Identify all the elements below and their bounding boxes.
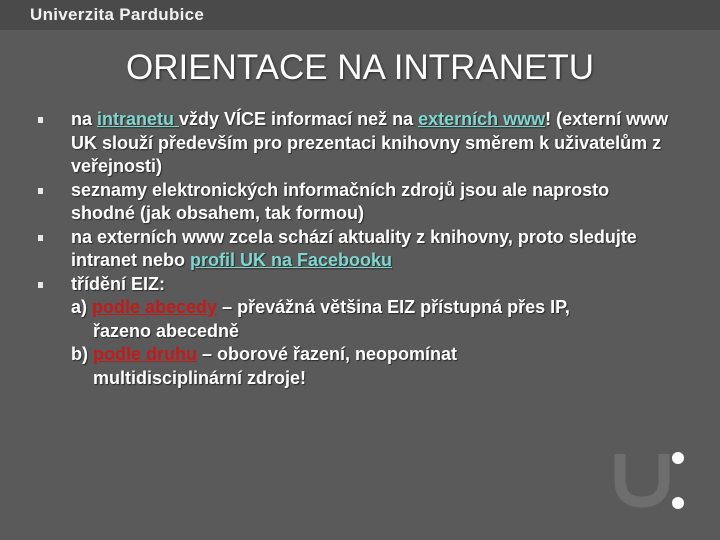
intranet-link[interactable]: intranetu — [97, 109, 180, 129]
sorting-option-b — [71, 343, 678, 367]
option-prefix: b) — [71, 344, 93, 364]
bullet-text: ! (externí www UK slouží především pro prezentaci knihovny směrem k uživatelům z veřejnosti) — [71, 109, 669, 176]
bullet-text: na externích www zcela schází aktuality z knihovny, proto sledujte intranet nebo — [71, 226, 637, 270]
by-type-label: podle druhu — [93, 344, 197, 364]
bullet-marker-icon — [38, 117, 43, 123]
bullet-text: vždy VÍCE informací než na — [179, 109, 419, 129]
bullet-item-intranet — [38, 108, 678, 179]
sorting-option-a — [71, 296, 678, 320]
sorting-heading: třídění EIZ: — [71, 273, 165, 294]
sorting-option-a-continued: řazeno abecedně — [93, 320, 240, 341]
bullet-marker-icon — [38, 282, 43, 288]
facebook-profile-link[interactable]: profil UK na Facebooku — [190, 250, 393, 270]
sorting-option-b-continued: multidisciplinární zdroje! — [93, 367, 307, 388]
university-u-logo-icon — [612, 450, 684, 510]
university-brand: Univerzita Pardubice — [30, 5, 205, 24]
bullet-text: na — [71, 109, 98, 129]
slide-title: ORIENTACE NA INTRANETU — [125, 48, 594, 87]
bullet-item-sorting — [38, 273, 678, 391]
option-prefix: a) — [71, 297, 93, 317]
bullet-marker-icon — [38, 188, 43, 194]
external-www-link[interactable]: externích www — [418, 109, 546, 129]
bullet-text: seznamy elektronických informačních zdrojů jsou ale naprosto shodné (jak obsahem, tak formou) — [71, 179, 610, 223]
header-bar — [0, 0, 720, 30]
bullet-item-resources — [38, 179, 678, 226]
by-alphabet-label: podle abecedy — [92, 297, 218, 317]
option-text: – oborové řazení, neopomínat — [196, 344, 458, 364]
bullet-item-news — [38, 226, 678, 273]
bullet-list — [38, 108, 678, 390]
bullet-marker-icon — [38, 235, 43, 241]
option-text: – převážná většina EIZ přístupná přes IP, — [217, 297, 570, 317]
